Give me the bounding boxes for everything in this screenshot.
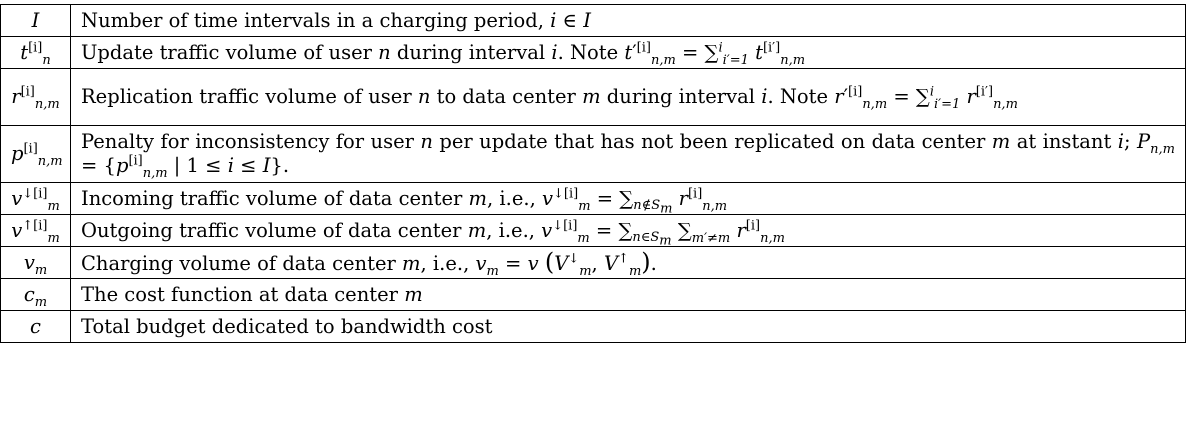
symbol-cell: $v_m$ — [1, 247, 71, 279]
notation-table — [0, 4, 1186, 343]
description-cell: Total budget dedicated to bandwidth cost — [71, 311, 1186, 343]
symbol-cell: $r[i]_{n,m}$ — [1, 69, 71, 126]
description-cell: Number of time intervals in a charging period, i ∈ I — [71, 5, 1186, 37]
symbol-cell: c — [1, 311, 71, 343]
description-cell: Update traffic volume of user n during interval i. Note $t'[i]_{n,m} = \sum^i_{i'=1}$ $t[i']_{n,m}$ — [71, 37, 1186, 69]
description-cell: Charging volume of data center m, i.e., $v_m = v$ ($V^↓_m$, $V^↑_m$). — [71, 247, 1186, 279]
table-row — [1, 247, 1186, 279]
symbol-cell: $v^{↓[i]}_m$ — [1, 183, 71, 215]
symbol-cell: $c_m$ — [1, 279, 71, 311]
table-row — [1, 311, 1186, 343]
description-cell: Penalty for inconsistency for user n per update that has not been replicated on data center m at instant i; $P_{n,m} = \{p[i]_{n,m}$ | 1 ≤ i ≤ I}. — [71, 126, 1186, 183]
symbol-cell: $p[i]_{n,m}$ — [1, 126, 71, 183]
table-row — [1, 5, 1186, 37]
table-row — [1, 69, 1186, 126]
description-cell: Incoming traffic volume of data center m, i.e., $v^{↓[i]}_m = \sum_{n\notin S_m}$ $r[i]_{n,m}$ — [71, 183, 1186, 215]
symbol-cell: I — [1, 5, 71, 37]
table-row — [1, 37, 1186, 69]
symbol-cell: $t[i]_n$ — [1, 37, 71, 69]
description-cell: Outgoing traffic volume of data center m, i.e., $v^{↓[i]}_m = \sum_{n\in S_m}$ $\sum_{m'\ne m}$ $r[i]_{n,m}$ — [71, 215, 1186, 247]
symbol-cell: $v^{↑[i]}_m$ — [1, 215, 71, 247]
table-row — [1, 126, 1186, 183]
table-row — [1, 279, 1186, 311]
description-cell: Replication traffic volume of user n to data center m during interval i. Note $r'[i]_{n,m} = \sum^i_{i'=1}$ $r[i']_{n,m}$ — [71, 69, 1186, 126]
table-row — [1, 183, 1186, 215]
description-cell: The cost function at data center m — [71, 279, 1186, 311]
table-row — [1, 215, 1186, 247]
